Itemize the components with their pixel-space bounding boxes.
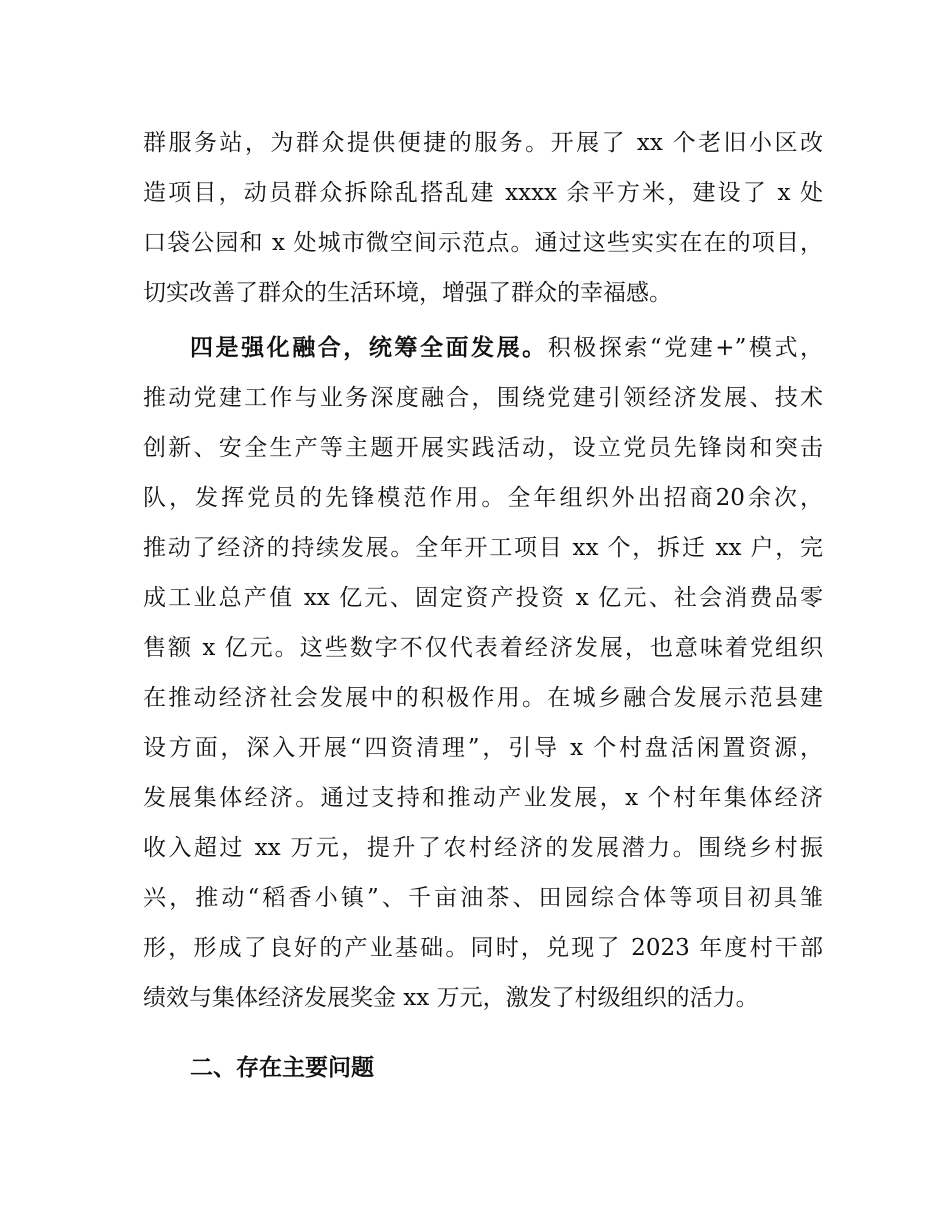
text-fragment: 积极探索“党建+”模式， (547, 335, 823, 361)
section-heading: 二、存在主要问题 (190, 1055, 374, 1081)
text-line: 造项目，动员群众拆除乱搭乱建 xxxx 余平方米，建设了 x 处 (143, 180, 823, 206)
text-line (143, 323, 823, 373)
text-line: 收入超过 xx 万元，提升了农村经济的发展潜力。围绕乡村振 (143, 835, 823, 861)
text-line: 在推动经济社会发展中的积极作用。在城乡融合发展示范县建 (143, 685, 823, 711)
text-line: 发展集体经济。通过支持和推动产业发展，x 个村年集体经济 (143, 785, 823, 811)
text-line: 队，发挥党员的先锋模范作用。全年组织外出招商20余次， (143, 485, 823, 511)
paragraph-community-services (143, 118, 823, 318)
text-line: 创新、安全生产等主题开展实践活动，设立党员先锋岗和突击 (143, 435, 823, 461)
paragraph-lead-heading: 四是强化融合，统筹全面发展。 (190, 335, 548, 361)
text-line: 形，形成了良好的产业基础。同时，兑现了 2023 年度村干部 (143, 935, 823, 961)
text-line: 售额 x 亿元。这些数字不仅代表着经济发展，也意味着党组织 (143, 635, 823, 661)
text-line: 切实改善了群众的生活环境，增强了群众的幸福感。 (143, 280, 672, 306)
text-line: 推动了经济的持续发展。全年开工项目 xx 个，拆迁 xx 户，完 (143, 535, 823, 561)
text-line: 绩效与集体经济发展奖金 xx 万元，激发了村级组织的活力。 (143, 985, 759, 1011)
text-line: 设方面，深入开展“四资清理”，引导 x 个村盘活闲置资源， (143, 735, 823, 761)
text-line: 兴，推动“稻香小镇”、千亩油茶、田园综合体等项目初具雏 (143, 885, 823, 911)
text-line: 成工业总产值 xx 亿元、固定资产投资 x 亿元、社会消费品零 (143, 585, 823, 611)
paragraph-integration-development (143, 323, 823, 1023)
text-line: 口袋公园和 x 处城市微空间示范点。通过这些实实在在的项目， (143, 230, 823, 256)
text-line: 推动党建工作与业务深度融合，围绕党建引领经济发展、技术 (143, 385, 823, 411)
text-line: 群服务站，为群众提供便捷的服务。开展了 xx 个老旧小区改 (143, 130, 823, 156)
